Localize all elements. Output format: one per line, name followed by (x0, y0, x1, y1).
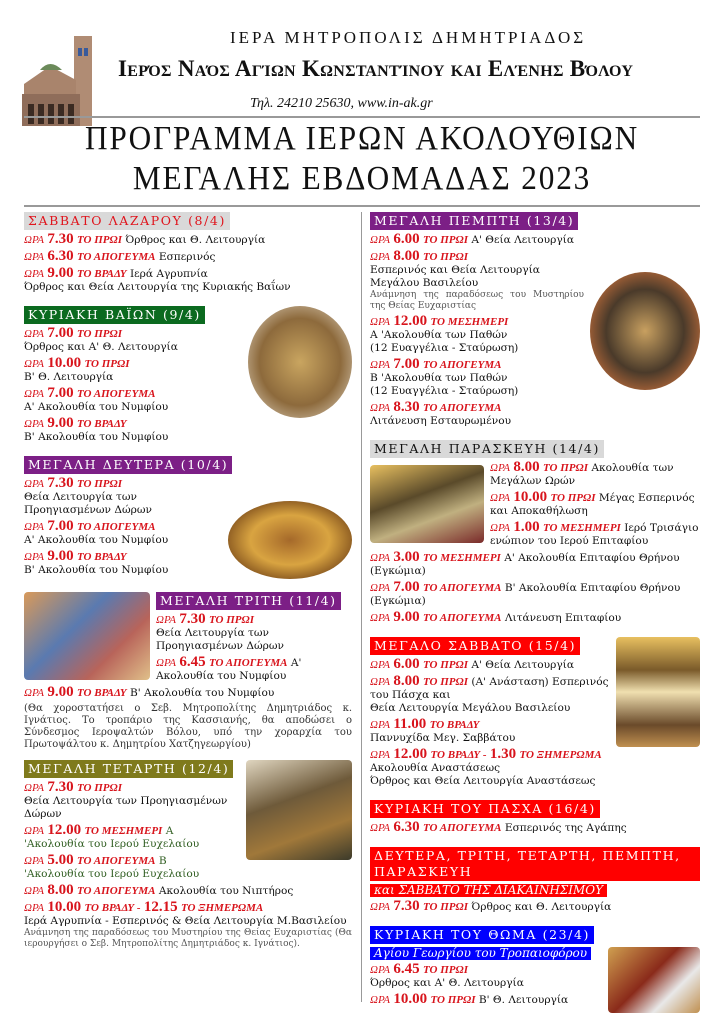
service-time: 8.30 (393, 399, 420, 415)
service-period-end: ΤΟ ΞΗΜΕΡΩΜΑ (181, 902, 264, 914)
service-time: 7.30 (179, 611, 206, 627)
hour-label: ΩΡΑ (156, 614, 176, 626)
service-name: Β' Ακολουθία του Νυμφίου (24, 564, 169, 576)
service-period: ΤΟ ΑΠΟΓΕΥΜΑ (423, 582, 502, 594)
service-time: 8.00 (513, 459, 540, 475)
service-name: 'Ακολουθία του Ιερού Ευχελαίου (24, 868, 200, 880)
section-title: ΜΕΓΑΛΗ ΔΕΥΤΕΡΑ (10/4) (24, 456, 232, 474)
hour-label: ΩΡΑ (24, 388, 44, 400)
hour-label: ΩΡΑ (490, 522, 510, 534)
bridegroom-icon (228, 501, 352, 579)
service-name: Όρθρος και Θ. Λειτουργία (471, 901, 612, 913)
service-time: 7.30 (47, 475, 74, 491)
service-period: ΤΟ ΒΡΑΔΥ (77, 551, 127, 563)
service-name: Α' Ακολουθία του Νυμφίου (24, 534, 169, 546)
service-period: ΤΟ ΠΡΩΙ (550, 492, 596, 504)
service-time: 7.00 (47, 385, 74, 401)
sinful-woman-icon (24, 592, 150, 680)
service-name: (12 Ευαγγέλια - Σταύρωση) (370, 385, 519, 397)
hour-label: ΩΡΑ (370, 234, 390, 246)
service-name: Ακολουθία Αναστάσεως (370, 762, 501, 774)
section-title: ΜΕΓΑΛΟ ΣΑΒΒΑΤΟ (15/4) (370, 637, 580, 655)
service-entry (370, 611, 700, 625)
hour-label: ΩΡΑ (24, 418, 44, 430)
section-title: ΜΕΓΑΛΗ ΤΡΙΤΗ (11/4) (156, 592, 341, 610)
service-name: Εσπερινός (158, 251, 216, 263)
hour-label: ΩΡΑ (24, 251, 44, 263)
service-time: 7.30 (47, 231, 74, 247)
service-period: ΤΟ ΑΠΟΓΕΥΜΑ (423, 402, 502, 414)
palm-sunday-icon (248, 306, 352, 418)
hour-label: ΩΡΑ (370, 676, 390, 688)
hour-label: ΩΡΑ (24, 358, 44, 370)
service-period: ΤΟ ΠΡΩΙ (423, 964, 468, 976)
service-time: 3.00 (393, 549, 420, 565)
service-name: Θεία Λειτουργία των Προηγιασμένων Δώρων (156, 627, 284, 652)
service-name: Όρθρος και Θεία Λειτουργία της Κυριακής Βαΐων (24, 281, 291, 293)
service-name: Α' Ακολουθία Επιταφίου Θρήνου (Εγκώμια) (370, 552, 680, 577)
service-name: 'Ακολουθία του Ιερού Ευχελαίου (24, 838, 200, 850)
service-period: ΤΟ ΒΡΑΔΥ (77, 268, 127, 280)
service-note: Ανάμνηση της παραδόσεως του Μυστηρίου της Θείας Ευχαριστίας (370, 290, 584, 311)
service-period: ΤΟ ΠΡΩΙ (423, 676, 468, 688)
service-name: Εσπερινός της Αγάπης (504, 822, 627, 834)
service-period: ΤΟ ΠΡΩΙ (209, 614, 254, 626)
page-title-line1: ΠΡΟΓΡΑΜΜΑ ΙΕΡΩΝ ΑΚΟΛΟΥΘΙΩΝ (84, 120, 640, 157)
service-period: ΤΟ ΑΠΟΓΕΥΜΑ (423, 612, 502, 624)
hour-label: ΩΡΑ (370, 402, 390, 414)
service-entry (24, 901, 352, 950)
washing-feet-icon (246, 760, 352, 860)
service-period: ΤΟ ΠΡΩΙ (423, 234, 468, 246)
section-subtitle: Αγίου Γεωργίου του Τροπαιοφόρου (370, 947, 591, 960)
service-entry (370, 551, 700, 578)
service-period: ΤΟ ΒΡΑΔΥ (77, 418, 127, 430)
service-time: 6.30 (393, 819, 420, 835)
section-subtitle: και ΣΑΒΒΑΤΟ ΤΗΣ ΔΙΑΚΑΙΝΗΣΙΜΟΥ (370, 884, 607, 897)
service-name: Λιτάνευση Εσταυρωμένου (370, 415, 512, 427)
section-note: (Θα χοροστατήσει ο Σεβ. Μητροπολίτης Δημητριάδος κ. Ιγνάτιος. Το τροπάριο της Κασσιανής, θα αποδώσει ο Σύνδεσμος Ιεροψαλτών Βόλου, υπό την χοραρχία του Πρωτοψάλτου κ. Δημητρίου Χατζηγεωργίου) (24, 703, 352, 750)
service-period: ΤΟ ΒΡΑΔΥ (429, 719, 480, 731)
hour-label: ΩΡΑ (24, 687, 44, 699)
service-entry (370, 821, 700, 835)
service-time: 7.00 (47, 325, 74, 341)
service-name: Β' Θ. Λειτουργία (24, 371, 114, 383)
service-period: ΤΟ ΒΡΑΔΥ (77, 687, 127, 699)
service-period: ΤΟ ΠΡΩΙ (77, 234, 122, 246)
hour-label: ΩΡΑ (24, 782, 44, 794)
service-time: 1.00 (513, 519, 540, 535)
schedule-section (24, 456, 352, 583)
service-time: 7.30 (47, 779, 74, 795)
service-name: Α (165, 825, 174, 837)
schedule-section (370, 637, 700, 791)
service-name: Όρθρος και Θ. Λειτουργία (125, 234, 266, 246)
hour-label: ΩΡΑ (370, 552, 390, 564)
service-time: 9.00 (47, 415, 74, 431)
service-name: Ιερό Τρισάγιο ενώπιον του Ιερού Επιταφίου (490, 522, 699, 547)
service-period: ΤΟ ΠΡΩΙ (543, 462, 588, 474)
service-time: 10.00 (47, 899, 82, 915)
service-time: 10.00 (47, 355, 82, 371)
service-period: ΤΟ ΒΡΑΔΥ - (84, 902, 141, 914)
service-entry (370, 401, 700, 428)
service-time: 6.00 (393, 656, 420, 672)
service-entry (24, 686, 352, 700)
schedule-section (370, 800, 700, 838)
contact-info: Τηλ. 24210 25630, www.in-ak.gr (250, 96, 433, 111)
service-name: Β' Ακολουθία Επιταφίου Θρήνου (Εγκώμια) (370, 582, 681, 607)
service-entry (370, 748, 700, 788)
section-title: ΜΕΓΑΛΗ ΤΕΤΑΡΤΗ (12/4) (24, 760, 233, 778)
service-name: Θεία Λειτουργία Μεγάλου Βασιλείου (370, 702, 571, 714)
service-entry (24, 417, 352, 444)
service-period: ΤΟ ΜΕΣΗΜΕΡΙ (84, 825, 163, 837)
schedule-section (24, 592, 352, 751)
column-divider (361, 212, 362, 1002)
section-title: ΔΕΥΤΕΡΑ, ΤΡΙΤΗ, ΤΕΤΑΡΤΗ, ΠΕΜΠΤΗ, ΠΑΡΑΣΚΕΥΗ (370, 847, 700, 881)
divider (24, 116, 700, 118)
saint-george-icon (608, 947, 700, 1013)
service-name: Ιερά Αγρυπνία (129, 268, 208, 280)
service-note: Ανάμνηση της παραδόσεως του Μυστηρίου της Θείας Ευχαριστίας (Θα ιερουργήσει ο Σεβ. Μητροπολίτης Δημητριάδος κ. Ιγνάτιος). (24, 928, 352, 949)
service-name: Θεία Λειτουργία των Προηγιασμένων Δώρων (24, 795, 228, 820)
service-period: ΤΟ ΑΠΟΓΕΥΜΑ (77, 251, 156, 263)
service-period: ΤΟ ΑΠΟΓΕΥΜΑ (77, 855, 156, 867)
service-period: ΤΟ ΠΡΩΙ (423, 659, 468, 671)
church-name: Ιερός Ναός Αγίων Κωνσταντίνου και Ελένης Βόλου (118, 56, 634, 81)
service-time: 7.00 (393, 356, 420, 372)
service-period: ΤΟ ΜΕΣΗΜΕΡΙ (423, 552, 501, 564)
hour-label: ΩΡΑ (24, 268, 44, 280)
hour-label: ΩΡΑ (24, 855, 44, 867)
service-time: 9.00 (47, 548, 74, 564)
service-time: 11.00 (393, 716, 427, 732)
hour-label: ΩΡΑ (24, 234, 44, 246)
service-entry (24, 250, 352, 264)
service-time: 12.00 (393, 746, 428, 762)
service-time: 7.30 (393, 898, 420, 914)
service-period: ΤΟ ΑΠΟΓΕΥΜΑ (77, 388, 156, 400)
hour-label: ΩΡΑ (24, 825, 44, 837)
service-time: 7.00 (47, 518, 74, 534)
service-period: ΤΟ ΑΠΟΓΕΥΜΑ (423, 822, 502, 834)
service-period: ΤΟ ΜΕΣΗΜΕΡΙ (543, 522, 621, 534)
hour-label: ΩΡΑ (24, 328, 44, 340)
service-time: 10.00 (513, 489, 548, 505)
service-time: 8.00 (393, 673, 420, 689)
service-name: Όρθρος και Α' Θ. Λειτουργία (370, 977, 524, 989)
service-time: 8.00 (393, 248, 420, 264)
service-name: Α' Θεία Λειτουργία (471, 234, 574, 246)
service-time: 9.00 (393, 609, 420, 625)
service-period: ΤΟ ΠΡΩΙ (430, 994, 476, 1006)
service-time: 10.00 (393, 991, 428, 1007)
service-name: (12 Ευαγγέλια - Σταύρωση) (370, 342, 519, 354)
hour-label: ΩΡΑ (370, 994, 390, 1006)
crucifixion-icon (590, 272, 700, 390)
service-name: Α 'Ακολουθία των Παθών (370, 329, 508, 341)
hour-label: ΩΡΑ (24, 478, 44, 490)
service-time: 12.00 (393, 313, 428, 329)
section-title: ΚΥΡΙΑΚΗ ΤΟΥ ΠΑΣΧΑ (16/4) (370, 800, 600, 818)
schedule-section (24, 760, 352, 953)
service-name: Α' Ακολουθία του Νυμφίου (156, 657, 302, 682)
service-period: ΤΟ ΑΠΟΓΕΥΜΑ (423, 359, 502, 371)
service-time: 6.30 (47, 248, 74, 264)
hour-label: ΩΡΑ (24, 551, 44, 563)
metropolis-name: ΙΕΡΑ ΜΗΤΡΟΠΟΛΙΣ ΔΗΜΗΤΡΙΑΔΟΣ (230, 28, 587, 47)
hour-label: ΩΡΑ (370, 901, 390, 913)
service-period: ΤΟ ΑΠΟΓΕΥΜΑ (77, 521, 156, 533)
service-name: Α' Θεία Λειτουργία (471, 659, 574, 671)
service-name: Μέγας Εσπερινός και Αποκαθήλωση (490, 492, 695, 517)
hour-label: ΩΡΑ (370, 612, 390, 624)
service-period: ΤΟ ΑΠΟΓΕΥΜΑ (209, 657, 288, 669)
service-period: ΤΟ ΒΡΑΔΥ - (430, 749, 487, 761)
hour-label: ΩΡΑ (370, 251, 390, 263)
hour-label: ΩΡΑ (490, 462, 510, 474)
schedule-section (370, 847, 700, 917)
service-period: ΤΟ ΠΡΩΙ (77, 478, 122, 490)
service-entry (24, 233, 352, 247)
service-time: 6.45 (393, 961, 420, 977)
resurrection-icon (616, 637, 700, 747)
service-name: Ακολουθία του Νιπτήρος (158, 885, 294, 897)
service-name: Β (158, 855, 167, 867)
schedule-section (370, 212, 700, 431)
service-entry (24, 267, 352, 294)
service-time-end: 1.30 (489, 746, 517, 762)
hour-label: ΩΡΑ (370, 964, 390, 976)
service-time: 7.00 (393, 579, 420, 595)
section-title: ΜΕΓΑΛΗ ΠΕΜΠΤΗ (13/4) (370, 212, 578, 230)
service-period-end: ΤΟ ΞΗΜΕΡΩΜΑ (519, 749, 602, 761)
service-name: Όρθρος και Θεία Λειτουργία Αναστάσεως (370, 775, 596, 787)
service-name: Ιερά Αγρυπνία - Εσπερινός & Θεία Λειτουργία Μ.Βασιλείου (24, 915, 347, 927)
epitaphios-icon (370, 465, 484, 543)
service-period: ΤΟ ΠΡΩΙ (77, 782, 122, 794)
schedule-section (24, 212, 352, 297)
service-name: Α' Ακολουθία του Νυμφίου (24, 401, 169, 413)
service-entry (370, 233, 700, 247)
service-name: Εσπερινός και Θεία Λειτουργία Μεγάλου Βασιλείου (370, 264, 540, 289)
hour-label: ΩΡΑ (370, 659, 390, 671)
hour-label: ΩΡΑ (370, 316, 390, 328)
service-period: ΤΟ ΠΡΩΙ (423, 251, 468, 263)
hour-label: ΩΡΑ (490, 492, 510, 504)
section-title: ΚΥΡΙΑΚΗ ΒΑΪΩΝ (9/4) (24, 306, 205, 324)
service-period: ΤΟ ΜΕΣΗΜΕΡΙ (430, 316, 509, 328)
hour-label: ΩΡΑ (370, 582, 390, 594)
service-period: ΤΟ ΠΡΩΙ (423, 901, 468, 913)
divider (24, 205, 700, 207)
service-period: ΤΟ ΑΠΟΓΕΥΜΑ (77, 885, 156, 897)
service-name: Όρθρος και Α' Θ. Λειτουργία (24, 341, 178, 353)
service-name: Β' Ακολουθία του Νυμφίου (129, 687, 275, 699)
service-time: 6.00 (393, 231, 420, 247)
section-title: ΜΕΓΑΛΗ ΠΑΡΑΣΚΕΥΗ (14/4) (370, 440, 604, 458)
hour-label: ΩΡΑ (156, 657, 176, 669)
service-time: 9.00 (47, 684, 74, 700)
hour-label: ΩΡΑ (370, 719, 390, 731)
section-title: ΣΑΒΒΑΤΟ ΛΑΖΑΡΟΥ (8/4) (24, 212, 230, 230)
service-entry (24, 884, 352, 898)
service-time: 8.00 (47, 882, 74, 898)
left-column (24, 212, 352, 962)
service-name: Ακολουθία των Μεγάλων Ωρών (490, 462, 674, 487)
page-title-line2: ΜΕΓΑΛΗΣ ΕΒΔΟΜΑΔΑΣ 2023 (132, 160, 592, 197)
service-period: ΤΟ ΠΡΩΙ (84, 358, 130, 370)
service-name: (Α' Ανάσταση) Εσπερινός του Πάσχα και (370, 676, 609, 701)
right-column (370, 212, 700, 1026)
service-name: Λιτάνευση Επιταφίου (504, 612, 622, 624)
section-title: ΚΥΡΙΑΚΗ ΤΟΥ ΘΩΜΑ (23/4) (370, 926, 594, 944)
service-name: Β' Ακολουθία του Νυμφίου (24, 431, 169, 443)
service-time-end: 12.15 (143, 899, 178, 915)
hour-label: ΩΡΑ (370, 822, 390, 834)
service-entry (370, 581, 700, 608)
schedule-section (24, 306, 352, 447)
service-name: Β 'Ακολουθία των Παθών (370, 372, 508, 384)
service-entry (370, 900, 700, 914)
schedule-section (370, 440, 700, 628)
hour-label: ΩΡΑ (24, 885, 44, 897)
service-name: Παννυχίδα Μεγ. Σαββάτου (370, 732, 516, 744)
schedule-section (370, 926, 700, 1017)
service-time: 5.00 (47, 852, 74, 868)
service-time: 9.00 (47, 265, 74, 281)
service-time: 6.45 (179, 654, 206, 670)
hour-label: ΩΡΑ (24, 902, 44, 914)
service-period: ΤΟ ΠΡΩΙ (77, 328, 122, 340)
service-name: Θεία Λειτουργία των Προηγιασμένων Δώρων (24, 491, 152, 516)
service-time: 12.00 (47, 822, 82, 838)
hour-label: ΩΡΑ (370, 359, 390, 371)
service-name: Β' Θ. Λειτουργία (478, 994, 569, 1006)
hour-label: ΩΡΑ (24, 521, 44, 533)
hour-label: ΩΡΑ (370, 749, 390, 761)
